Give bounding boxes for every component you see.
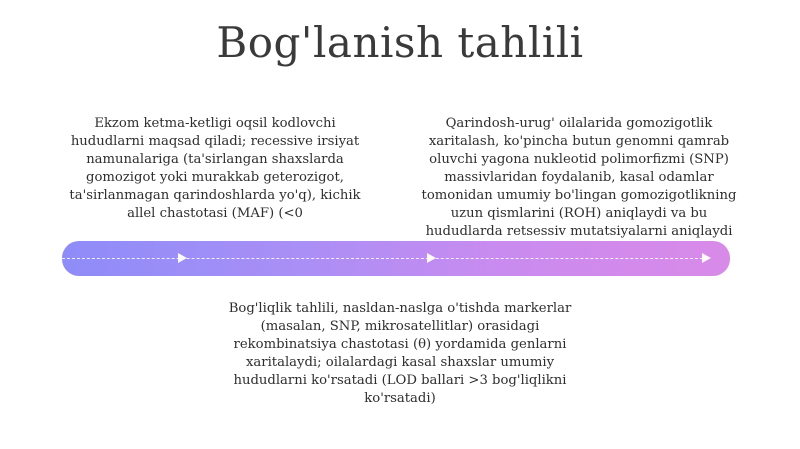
text-block-linkage-analysis: Bog'liqlik tahlili, nasldan-naslga o'tishda markerlar (masalan, SNP, mikrosatellitlar) orasidagi rekombinatsiya chastotasi (θ) yordamida genlarni xaritalaydi; oilalardagi kasal shaxslar umumiy hududlarni ko'rsatadi (LOD ballari >3 bog'liqlikni ko'rsatadi) (228, 301, 572, 406)
arrow-icon (178, 253, 187, 263)
arrow-icon (702, 253, 711, 263)
page-title: Bog'lanish tahlili (216, 18, 584, 67)
text-block-exome: Ekzom ketma-ketligi oqsil kodlovchi hududlarni maqsad qiladi; recessive irsiyat namunalariga (ta'sirlangan shaxslarda gomozigot yoki murakkab geterozigot, ta'sirlanmagan qarindoshlarda yo'q), kichik allel chastotasi (MAF) (<0 (69, 116, 361, 221)
arrow-icon (427, 253, 436, 263)
text-block-homozygosity-mapping: Qarindosh-urug' oilalarida gomozigotlik xaritalash, ko'pincha butun genomni qamrab oluvchi yagona nukleotid polimorfizmi (SNP) massivlaridan foydalanib, kasal odamlar tomonidan umumiy bo'lingan gomozigotlikning uzun qismlarini (ROH) aniqlaydi va bu hududlarda retsessiv mutatsiyalarni aniqlaydi (421, 116, 737, 239)
timeline-bar (62, 241, 730, 276)
timeline-dashed-line (62, 258, 708, 259)
